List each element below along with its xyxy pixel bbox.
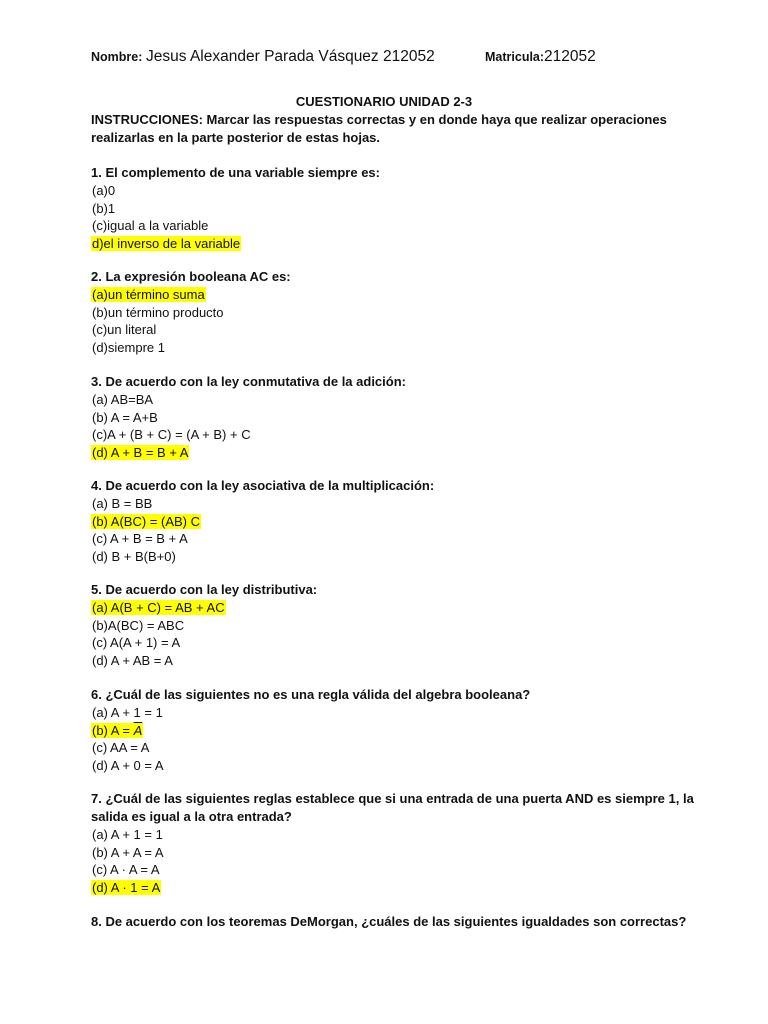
option-label: (d) A + 0 = A xyxy=(92,757,164,773)
answer-option[interactable] xyxy=(91,200,731,218)
answer-option[interactable] xyxy=(91,495,731,513)
answer-option-selected[interactable] xyxy=(91,286,731,304)
instructions: INSTRUCCIONES: Marcar las respuestas correctas y en donde haya que realizar operaciones realizarlas en la parte posterior de estas hojas. xyxy=(91,112,667,145)
option-label: (b)1 xyxy=(92,200,116,216)
option-label: (d)siempre 1 xyxy=(92,339,165,355)
option-text xyxy=(91,845,165,860)
option-label: (a) AB=BA xyxy=(92,392,154,407)
option-text xyxy=(91,880,161,895)
question-6 xyxy=(91,686,731,774)
option-text xyxy=(91,218,209,233)
option-label: (c) A + B = B + A xyxy=(92,531,188,546)
option-label: (b) A + A = A xyxy=(92,844,164,860)
name-field xyxy=(91,48,435,66)
option-label: (d) A + B = B + A xyxy=(92,444,189,460)
option-text xyxy=(91,496,153,511)
answer-option[interactable] xyxy=(91,182,731,200)
answer-option[interactable] xyxy=(91,304,731,322)
answer-option[interactable] xyxy=(91,861,731,879)
answer-option[interactable] xyxy=(91,339,731,357)
option-text xyxy=(91,740,150,755)
option-text xyxy=(91,653,174,668)
question-text: 7. ¿Cuál de las siguientes reglas establece que si una entrada de una puerta AND es siempre 1, la salida es igual a la otra entrada? xyxy=(91,791,694,824)
option-label: (d) A · 1 = A xyxy=(92,879,161,895)
answer-option-selected[interactable] xyxy=(91,235,731,253)
answer-option-selected[interactable] xyxy=(91,513,731,531)
answer-option[interactable] xyxy=(91,757,731,775)
option-text xyxy=(91,723,143,738)
answer-option-selected[interactable] xyxy=(91,879,731,897)
name-value: Jesus Alexander Parada Vásquez 212052 xyxy=(146,48,435,65)
option-label: (a) B = BB xyxy=(92,496,153,511)
answer-option[interactable] xyxy=(91,844,731,862)
question-5 xyxy=(91,581,731,669)
option-text xyxy=(91,410,159,425)
option-text xyxy=(91,427,252,442)
question-text: 1. El complemento de una variable siempre es: xyxy=(91,165,380,180)
option-label: (a) A(B + C) = AB + AC xyxy=(92,600,225,615)
option-label: (c)igual a la variable xyxy=(92,218,209,233)
option-text xyxy=(91,392,154,407)
question-text: 3. De acuerdo con la ley conmutativa de la adición: xyxy=(91,374,406,389)
option-text xyxy=(91,531,189,546)
option-label: (c) A(A + 1) = A xyxy=(92,635,181,650)
question-text: 4. De acuerdo con la ley asociativa de la multiplicación: xyxy=(91,478,435,493)
question-4 xyxy=(91,477,731,565)
option-label: (a)0 xyxy=(92,183,116,198)
answer-option[interactable] xyxy=(91,652,731,670)
answer-option[interactable] xyxy=(91,826,731,844)
option-label: (d) B + B(B+0) xyxy=(92,548,176,564)
option-label: (d) A + AB = A xyxy=(92,652,173,668)
question-1 xyxy=(91,164,731,252)
question-3 xyxy=(91,373,731,461)
option-label: (c) A · A = A xyxy=(92,862,160,877)
answer-option-selected[interactable] xyxy=(91,599,731,617)
answer-option[interactable] xyxy=(91,391,731,409)
option-label: (c)A + (B + C) = (A + B) + C xyxy=(92,427,251,442)
option-label: (a) A + 1 = 1 xyxy=(92,705,163,720)
option-label: d)el inverso de la variable xyxy=(92,235,241,251)
option-text xyxy=(91,322,157,337)
answer-option[interactable] xyxy=(91,548,731,566)
option-text xyxy=(91,287,206,302)
question-8 xyxy=(91,913,731,931)
answer-option[interactable] xyxy=(91,530,731,548)
answer-option[interactable] xyxy=(91,704,731,722)
option-text xyxy=(91,236,241,251)
option-label: (b)un término producto xyxy=(92,304,224,320)
answer-option-selected[interactable] xyxy=(91,722,731,740)
option-label: (a) A + 1 = 1 xyxy=(92,827,163,842)
option-text xyxy=(91,201,116,216)
answer-option[interactable] xyxy=(91,634,731,652)
question-text: 8. De acuerdo con los teoremas DeMorgan, ¿cuáles de las siguientes igualdades son correctas? xyxy=(91,914,687,929)
option-text xyxy=(91,600,226,615)
option-label: (c) AA = A xyxy=(92,740,150,755)
answer-option[interactable] xyxy=(91,321,731,339)
matricula-value: 212052 xyxy=(544,48,596,65)
answer-option[interactable] xyxy=(91,617,731,635)
overlined-variable: $\overline{A}$ xyxy=(133,722,143,738)
answer-option[interactable] xyxy=(91,217,731,235)
option-text xyxy=(91,758,165,773)
option-text xyxy=(91,827,164,842)
matricula-label: Matricula: xyxy=(485,50,545,64)
option-label: (c)un literal xyxy=(92,322,157,337)
option-text xyxy=(91,340,166,355)
question-text: 5. De acuerdo con la ley distributiva: xyxy=(91,582,318,597)
answer-option-selected[interactable] xyxy=(91,444,731,462)
option-text xyxy=(91,514,201,529)
option-label: (b)A(BC) = ABC xyxy=(92,617,185,633)
option-label: (a)un término suma xyxy=(92,287,205,302)
option-label: (b) A = A+B xyxy=(92,409,158,425)
option-text xyxy=(91,445,189,460)
student-header xyxy=(91,44,728,70)
name-label: Nombre: xyxy=(91,50,143,64)
question-2 xyxy=(91,268,731,356)
question-text: 2. La expresión booleana AC es: xyxy=(91,269,291,284)
answer-option[interactable] xyxy=(91,739,731,757)
option-text xyxy=(91,549,177,564)
option-text xyxy=(91,705,164,720)
page-title: CUESTIONARIO UNIDAD 2-3 xyxy=(295,94,473,109)
option-text xyxy=(91,305,225,320)
option-text xyxy=(91,618,185,633)
option-text xyxy=(91,862,161,877)
question-7 xyxy=(91,790,731,896)
option-text xyxy=(91,183,116,198)
answer-option[interactable] xyxy=(91,409,731,427)
option-label: (b) A = xyxy=(92,722,134,738)
option-text xyxy=(91,635,181,650)
answer-option[interactable] xyxy=(91,426,731,444)
question-text: 6. ¿Cuál de las siguientes no es una regla válida del algebra booleana? xyxy=(91,687,531,702)
option-label: (b) A(BC) = (AB) C xyxy=(92,513,200,529)
matricula-field xyxy=(485,48,596,66)
